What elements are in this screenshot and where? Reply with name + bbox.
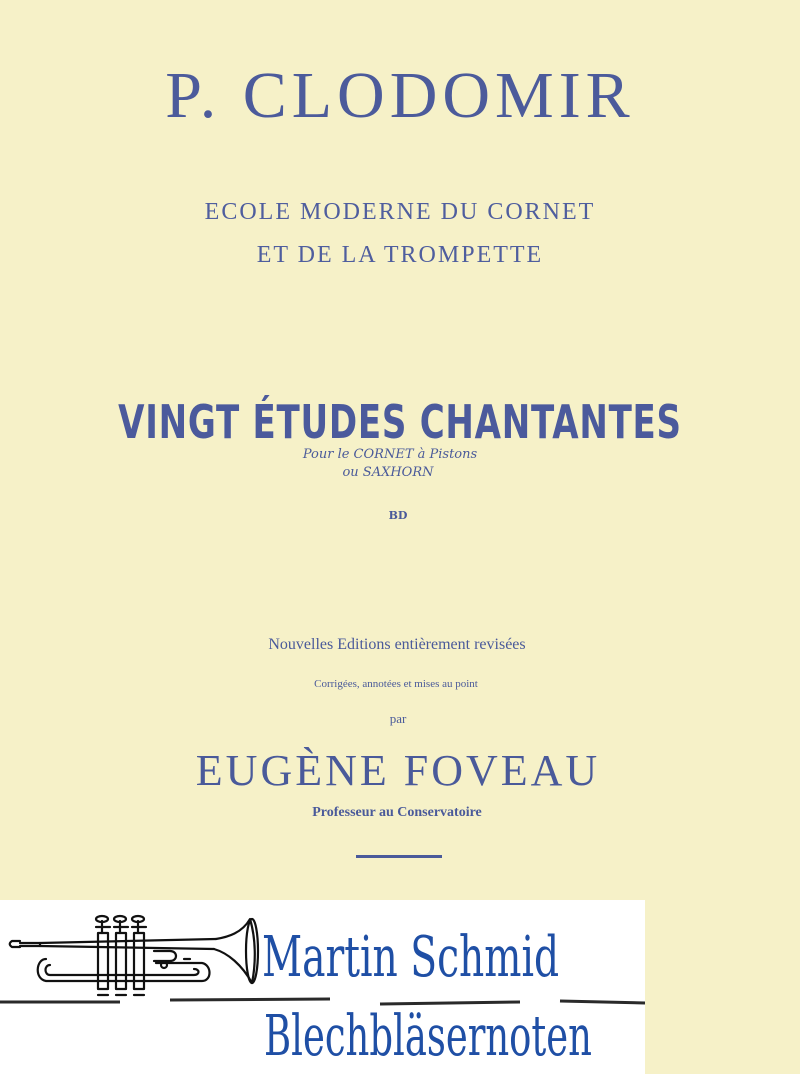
- series-title-line2: ET DE LA TROMPETTE: [256, 242, 544, 268]
- brand-subtitle: Blechbläsernoten: [264, 1004, 592, 1069]
- work-title: VINGT ÉTUDES CHANTANTES: [118, 395, 682, 449]
- brand-name: Martin Schmid: [262, 925, 560, 990]
- by-label: par: [389, 711, 407, 726]
- reviser-role: Professeur au Conservatoire: [312, 805, 482, 820]
- instrument-line1: Pour le CORNET à Pistons: [302, 447, 478, 462]
- corrections-note: Corrigées, annotées et mises au point: [314, 678, 478, 690]
- composer-name: P. CLODOMIR: [165, 59, 635, 132]
- divider-rule: [356, 855, 442, 858]
- publisher-banner[interactable]: [0, 900, 645, 1074]
- edition-note: Nouvelles Editions entièrement revisées: [268, 636, 526, 653]
- instrument-line2: ou SAXHORN: [342, 465, 434, 480]
- trumpet-icon: [6, 903, 268, 1003]
- reviser-name: EUGÈNE FOVEAU: [195, 746, 601, 795]
- catalog-ref: BD: [388, 509, 408, 522]
- series-title-line1: ECOLE MODERNE DU CORNET: [204, 199, 596, 225]
